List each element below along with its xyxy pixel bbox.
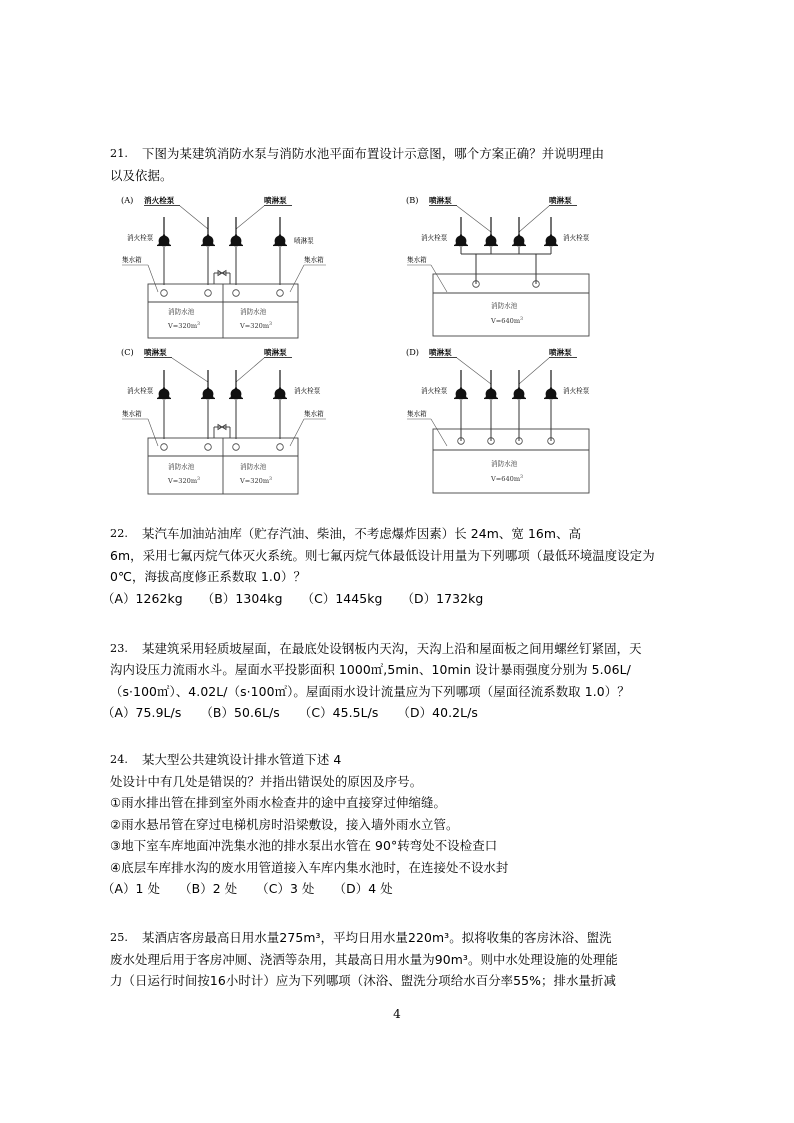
question-24-item-3: ③地下室车库地面冲洗集水池的排水泵出水管在 90°转弯处不设检查口 bbox=[110, 838, 498, 853]
pump-symbol bbox=[273, 233, 287, 246]
valve-symbol bbox=[214, 271, 230, 285]
question-23-option-a[interactable]: （A）75.9L/s bbox=[102, 705, 182, 720]
pump-symbol bbox=[229, 233, 243, 246]
pump-symbol bbox=[201, 233, 215, 246]
question-22 bbox=[102, 523, 685, 609]
figure-b-left-sump-label: 集水箱 bbox=[407, 256, 427, 264]
figure-a-top-left-label: 消火栓泵 bbox=[144, 196, 175, 205]
figure-a-left-pump-label: 消火栓泵 bbox=[127, 234, 154, 242]
question-21 bbox=[110, 143, 685, 186]
figure-c-left-pump-label: 消火栓泵 bbox=[127, 387, 154, 395]
question-21-number: 21. bbox=[110, 147, 129, 160]
question-22-number: 22. bbox=[110, 527, 129, 540]
question-25-line-2: 废水处理后用于客房冲厕、浇洒等杂用，其最高日用水量为90m³。则中水处理设施的处理能 bbox=[110, 951, 618, 967]
figure-b bbox=[403, 192, 673, 342]
pump-symbol bbox=[273, 386, 287, 399]
figure-a-right-pump-label: 喷淋泵 bbox=[294, 237, 314, 245]
figure-d bbox=[403, 344, 673, 494]
figure-c-tag: (C) bbox=[121, 347, 134, 357]
figure-b-pool-0-volume: $V=640m^3$ bbox=[491, 317, 523, 325]
question-24-body bbox=[102, 749, 685, 899]
figure-c-right-pump-label: 消火栓泵 bbox=[294, 387, 321, 395]
figure-c-pool-0-volume: $V=320m^3$ bbox=[168, 477, 200, 485]
figure-a-left-sump-label: 集水箱 bbox=[122, 256, 142, 264]
question-24-line-1: 某大型公共建筑设计排水管道下述 4 bbox=[142, 752, 342, 767]
figure-c bbox=[118, 344, 388, 494]
figure-d-pool-0-volume: $V=640m^3$ bbox=[491, 475, 523, 483]
figure-b-top-left-label: 喷淋泵 bbox=[429, 196, 452, 205]
question-23-options bbox=[102, 702, 685, 723]
pump-symbol bbox=[157, 233, 171, 246]
figure-a-pool-0-name: 消防水池 bbox=[168, 308, 195, 316]
figure-c-right-sump-label: 集水箱 bbox=[304, 410, 324, 418]
question-23 bbox=[102, 638, 685, 724]
question-22-options bbox=[102, 588, 685, 609]
pump-symbol bbox=[512, 386, 526, 399]
figure-d-top-right-label: 喷淋泵 bbox=[549, 348, 572, 357]
question-24-option-d[interactable]: （D）4 处 bbox=[333, 881, 393, 896]
figure-a-pool-1-volume: $V=320m^3$ bbox=[240, 322, 272, 330]
pump-symbol bbox=[454, 386, 468, 399]
question-22-option-c[interactable]: （C）1445kg bbox=[301, 590, 383, 606]
figure-d-pool-0-name: 消防水池 bbox=[491, 460, 518, 468]
question-23-option-b[interactable]: （B）50.6L/s bbox=[200, 705, 280, 720]
question-24 bbox=[102, 749, 685, 899]
question-24-option-c[interactable]: （C）3 处 bbox=[256, 881, 315, 896]
question-24-item-2: ②雨水悬吊管在穿过电梯机房时沿梁敷设，接入墙外雨水立管。 bbox=[110, 816, 459, 832]
figure-d-left-sump-label: 集水箱 bbox=[407, 410, 427, 418]
question-22-body bbox=[102, 523, 685, 609]
figure-a-tag: (A) bbox=[121, 195, 134, 205]
figure-d-right-pump-label: 消火栓泵 bbox=[563, 387, 590, 395]
question-24-option-b[interactable]: （B）2 处 bbox=[179, 881, 238, 896]
figure-b-tag: (B) bbox=[406, 195, 419, 205]
pump-symbol bbox=[512, 233, 526, 246]
question-24-item-4: ④底层车库排水沟的废水用管道接入车库内集水池时，在连接处不设水封 bbox=[110, 859, 509, 875]
question-21-line-1: 下图为某建筑消防水泵与消防水池平面布置设计示意图，哪个方案正确？并说明理由 bbox=[142, 146, 605, 161]
question-24-line-2: 处设计中有几处是错误的？并指出错误处的原因及序号。 bbox=[110, 773, 423, 789]
question-22-option-d[interactable]: （D）1732kg bbox=[401, 590, 484, 606]
pump-symbol bbox=[484, 386, 498, 399]
figure-b-right-pump-label: 消火栓泵 bbox=[563, 234, 590, 242]
pump-symbol bbox=[484, 233, 498, 246]
question-23-number: 23. bbox=[110, 641, 129, 655]
question-21-line-2: 以及依据。 bbox=[110, 167, 173, 183]
figure-c-pool-1-volume: $V=320m^3$ bbox=[240, 477, 272, 485]
figure-b-top-right-label: 喷淋泵 bbox=[549, 196, 572, 205]
valve-symbol bbox=[214, 425, 230, 439]
pump-symbol bbox=[229, 386, 243, 399]
pump-symbol bbox=[544, 233, 558, 246]
page-number: 4 bbox=[393, 1007, 401, 1021]
pump-symbol bbox=[544, 386, 558, 399]
question-22-line-1: 某汽车加油站油库（贮存汽油、柴油，不考虑爆炸因素）长 24m、宽 16m、高 bbox=[142, 526, 582, 541]
question-22-option-a[interactable]: （A）1262kg bbox=[102, 590, 183, 606]
figure-a bbox=[118, 192, 388, 342]
question-23-line-1: 某建筑采用轻质坡屋面，在最底处设钢板内天沟，天沟上沿和屋面板之间用螺丝钉紧固，天 bbox=[142, 640, 642, 656]
pump-symbol bbox=[157, 386, 171, 399]
question-24-option-a[interactable]: （A）1 处 bbox=[102, 881, 161, 896]
figure-a-top-right-label: 喷淋泵 bbox=[264, 196, 287, 205]
question-22-option-b[interactable]: （B）1304kg bbox=[201, 590, 283, 606]
figure-c-top-right-label: 喷淋泵 bbox=[264, 348, 287, 357]
figure-d-top-left-label: 喷淋泵 bbox=[429, 348, 452, 357]
question-22-line-2: 6m，采用七氟丙烷气体灭火系统。则七氟丙烷气体最低设计用量为下列哪项（最低环境温度设定为 bbox=[110, 547, 655, 563]
figure-b-pool-0-name: 消防水池 bbox=[491, 302, 518, 310]
figure-d-tag: (D) bbox=[406, 347, 419, 357]
figure-a-pool-0-volume: $V=320m^3$ bbox=[168, 322, 200, 330]
figure-c-pool-1-name: 消防水池 bbox=[240, 463, 267, 471]
question-25-line-1: 某酒店客房最高日用水量275m³，平均日用水量220m³。拟将收集的客房沐浴、盥洗 bbox=[142, 930, 612, 945]
question-24-number: 24. bbox=[110, 753, 129, 766]
question-25-line-3: 力（日运行时间按16小时计）应为下列哪项（沐浴、盥洗分项给水百分率55%；排水量折减 bbox=[110, 973, 616, 988]
question-25-number: 25. bbox=[110, 931, 129, 944]
pump-symbol bbox=[454, 233, 468, 246]
figure-c-left-sump-label: 集水箱 bbox=[122, 410, 142, 418]
question-23-line-2: 沟内设压力流雨水斗。屋面水平投影面积 1000㎡,5min、10min 设计暴雨强度分别为 5.06L/ bbox=[110, 662, 631, 677]
figure-b-left-pump-label: 消火栓泵 bbox=[421, 234, 448, 242]
question-21-body bbox=[110, 143, 685, 186]
question-24-options bbox=[102, 878, 685, 899]
question-23-option-c[interactable]: （C）45.5L/s bbox=[298, 705, 379, 720]
figure-c-pool-0-name: 消防水池 bbox=[168, 463, 195, 471]
figure-a-pool-1-name: 消防水池 bbox=[240, 308, 267, 316]
question-23-body bbox=[102, 638, 685, 724]
question-22-line-3: 0℃，海拔高度修正系数取 1.0）？ bbox=[110, 569, 306, 584]
figure-grid bbox=[118, 192, 678, 497]
question-25 bbox=[110, 927, 685, 992]
figure-c-top-left-label: 喷淋泵 bbox=[144, 348, 167, 357]
figure-a-right-sump-label: 集水箱 bbox=[304, 256, 324, 264]
question-24-item-1: ①雨水排出管在排到室外雨水检查井的途中直接穿过伸缩缝。 bbox=[110, 795, 446, 810]
question-23-option-d[interactable]: （D）40.2L/s bbox=[397, 705, 478, 720]
question-23-line-3: （s·100㎡）、4.02L/（s·100㎡）。屋面雨水设计流量应为下列哪项（屋面径流系数取 1.0）？ bbox=[110, 683, 630, 699]
pump-symbol bbox=[201, 386, 215, 399]
page-content bbox=[102, 143, 685, 992]
question-25-body bbox=[110, 927, 685, 992]
figure-d-left-pump-label: 消火栓泵 bbox=[421, 387, 448, 395]
figure-block bbox=[110, 192, 685, 497]
